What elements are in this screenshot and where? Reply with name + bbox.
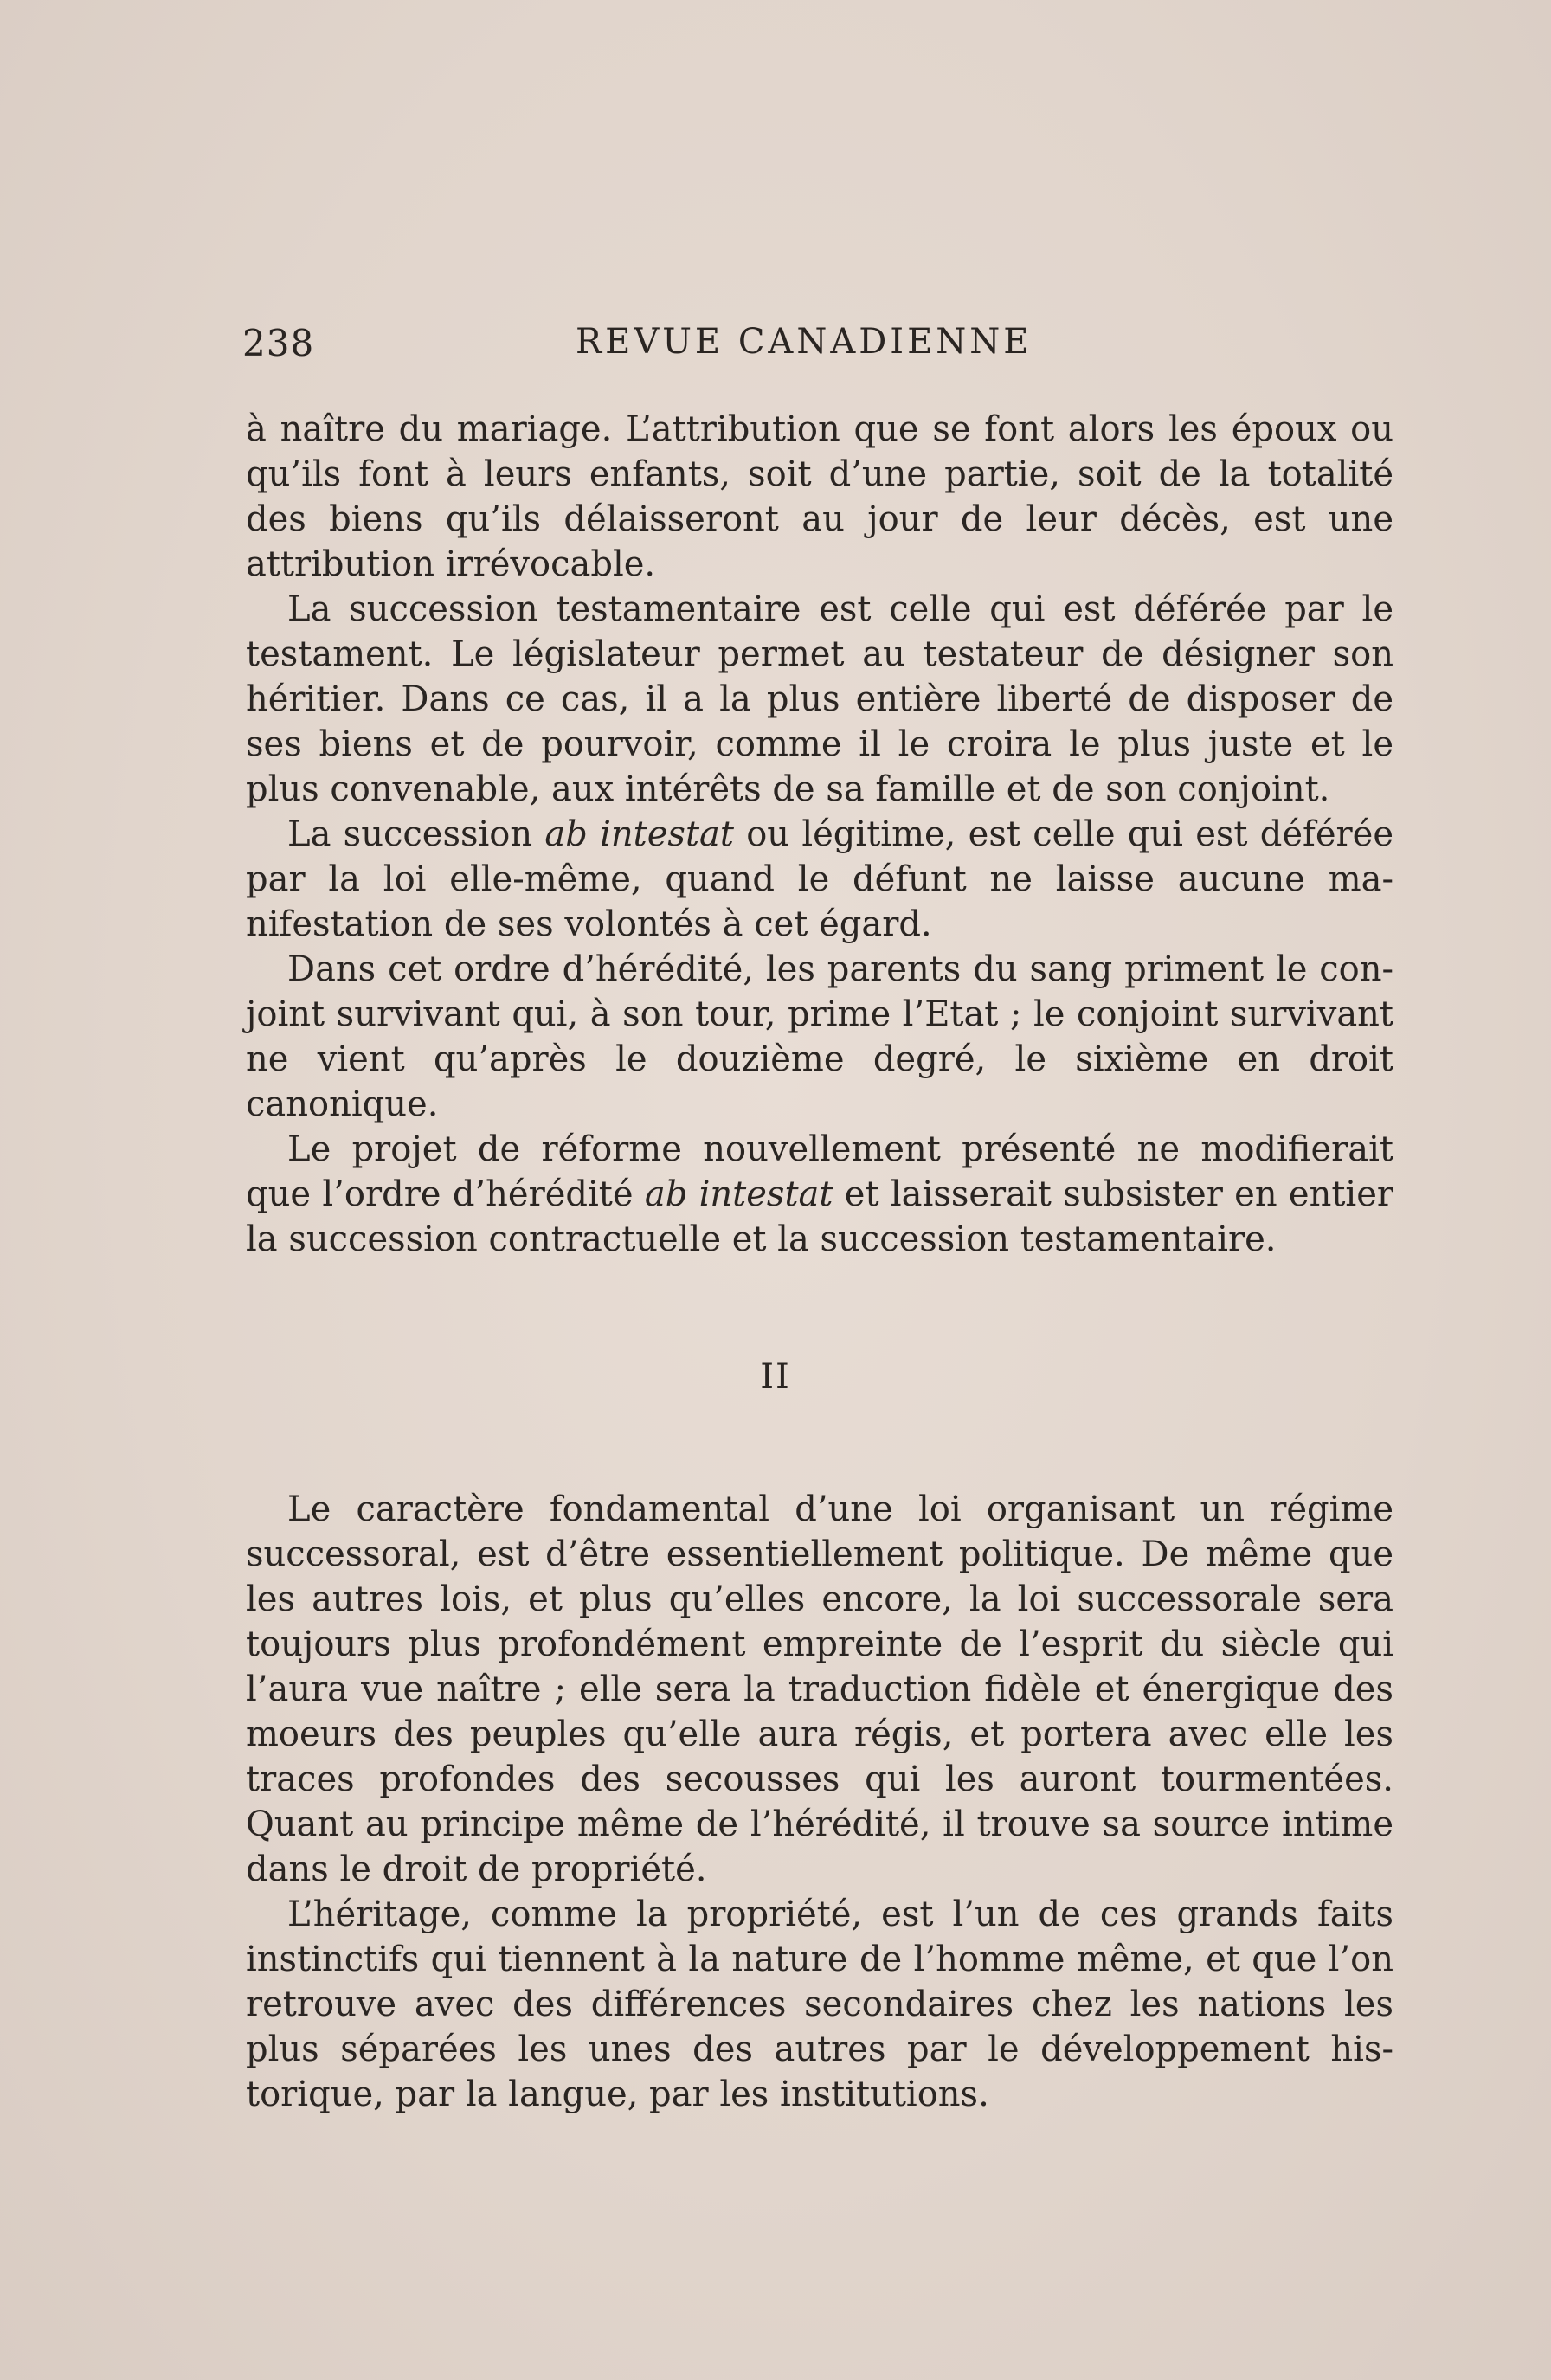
section-one-text (246, 407, 1393, 1262)
text-segment: Le projet de réforme nouvellement présenté ne modifierait que l’ordre d’hérédité (246, 1129, 1393, 1214)
text-segment: ou légitime, est celle qui est déférée par la loi elle-même, quand le défunt ne laisse aucune manifestation de ses volontés à cet égard. (246, 814, 1393, 944)
paragraph (246, 407, 1393, 587)
text-segment: et laisserait subsister en entier la succession contractuelle et la succession testamentaire. (246, 1174, 1394, 1259)
paragraph: Le caractère fondamental d’une loi organisant un régime successoral, est d’être essentiellement politique. De même que les autres lois, et plus qu’elles encore, la loi successorale sera toujours plus profondément empreinte de l’esprit du siècle qui l’aura vue naître ; elle sera la traduction fidèle et énergique des moeurs des peuples qu’elle aura régis, et portera avec elle les traces profondes des secousses qui les auront tourmentées. Quant au principe même de l’hérédité, il trouve sa source intime dans le droit de propriété. (246, 1489, 1393, 1889)
paragraph (246, 587, 1393, 812)
page-header (242, 322, 1393, 374)
page-number: 238 (242, 322, 315, 364)
italic-term: ab intestat (644, 1174, 833, 1214)
paragraph (246, 1127, 1393, 1262)
paragraph (246, 947, 1393, 1127)
text-segment: Dans cet ordre d’hérédité, les parents du sang priment le conjoint survivant qui, à son tour, prime l’Etat ; le conjoint survivant ne vient qu’après le douzième degré, le sixième en droit canonique. (246, 949, 1393, 1124)
text-segment: à naître du mariage. L’attribution que se font alors les époux ou qu’ils font à leurs enfants, soit d’une partie, soit de la totalité des biens qu’ils délaisseront au jour de leur décès, est une attribution irrévocable. (246, 409, 1393, 584)
text-segment: La succession (287, 814, 545, 854)
section-heading: II (760, 1357, 791, 1397)
text-segment: La succession testamentaire est celle qui est déférée par le testament. Le législateur permet au testateur de désigner son héritier. Dans ce cas, il a la plus entière liberté de disposer de ses biens et de pourvoir, comme il le croira le plus juste et le plus convenable, aux intérêts de sa famille et de son conjoint. (246, 589, 1393, 809)
paragraph: L’héritage, comme la propriété, est l’un de ces grands faits instinctifs qui tiennent à la nature de l’homme même, et que l’on retrouve avec des différences secondaires chez les nations les plus séparées les unes des autres par le développement historique, par la langue, par les institutions. (246, 1894, 1393, 2114)
running-title: REVUE CANADIENNE (576, 322, 1033, 362)
paragraph (246, 812, 1393, 947)
italic-term: ab intestat (544, 814, 734, 854)
section-two-text (246, 1487, 1393, 2117)
